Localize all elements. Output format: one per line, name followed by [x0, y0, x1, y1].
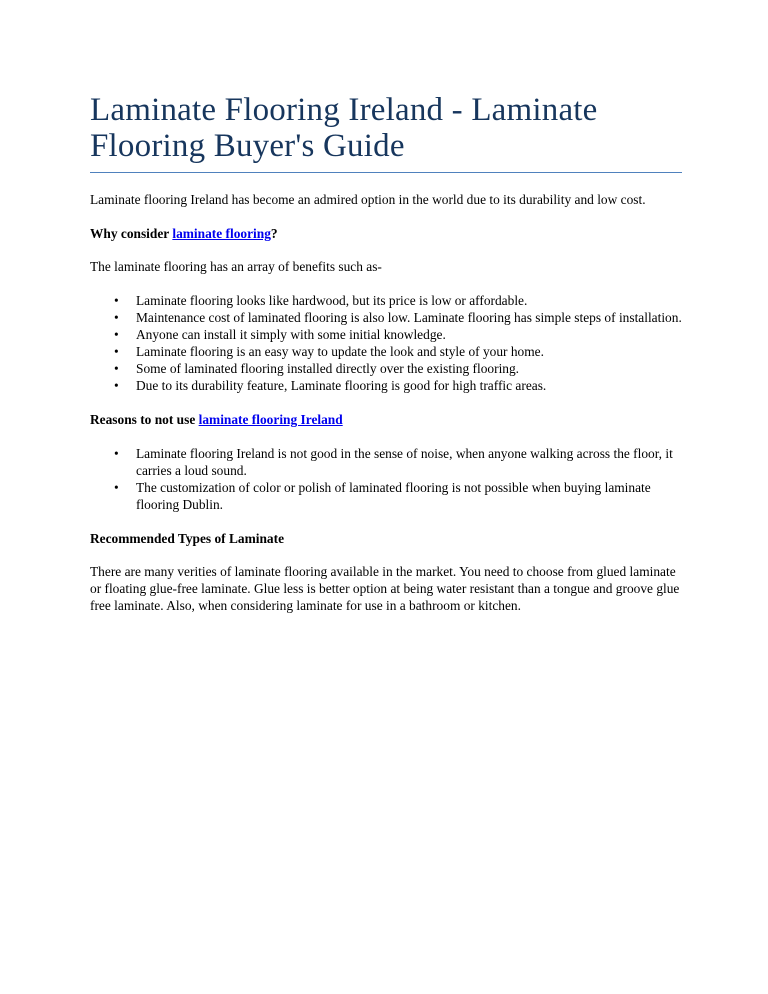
intro-paragraph: Laminate flooring Ireland has become an admired option in the world due to its durability and low cost. — [90, 192, 646, 207]
types-heading: Recommended Types of Laminate — [90, 531, 285, 546]
bullet-icon: • — [114, 446, 119, 461]
why-heading-text: Why consider — [90, 226, 173, 241]
laminate-flooring-ireland-link[interactable]: laminate flooring Ireland — [198, 412, 343, 427]
types-paragraph: There are many verities of laminate flooring available in the market. You need to choose from glued laminate or floating glue-free laminate. Glue less is better option at being water resistant than a tongue and groove glue free laminate. Also, when considering laminate for use in a bathroom or kitchen. — [90, 564, 680, 613]
bullet-icon: • — [114, 310, 119, 325]
bullet-icon: • — [114, 293, 119, 308]
bullet-icon: • — [114, 327, 119, 342]
list-item — [90, 479, 682, 513]
list-item — [90, 292, 682, 309]
reasons-heading — [90, 411, 682, 428]
list-item-text: Laminate flooring is an easy way to update the look and style of your home. — [136, 344, 544, 359]
list-item-text: Anyone can install it simply with some initial knowledge. — [136, 327, 446, 342]
list-item-text: Laminate flooring looks like hardwood, but its price is low or affordable. — [136, 293, 528, 308]
benefits-intro: The laminate flooring has an array of benefits such as- — [90, 259, 382, 274]
bullet-icon: • — [114, 361, 119, 376]
list-item — [90, 377, 682, 394]
list-item-text: Due to its durability feature, Laminate flooring is good for high traffic areas. — [136, 378, 547, 393]
list-item — [90, 343, 682, 360]
list-item-text: The customization of color or polish of laminated flooring is not possible when buying laminate flooring Dublin. — [136, 480, 651, 512]
bullet-icon: • — [114, 378, 119, 393]
list-item — [90, 326, 682, 343]
list-item — [90, 445, 682, 479]
bullet-icon: • — [114, 344, 119, 359]
list-item-text: Some of laminated flooring installed directly over the existing flooring. — [136, 361, 520, 376]
laminate-flooring-link[interactable]: laminate flooring — [172, 226, 271, 241]
list-item — [90, 309, 682, 326]
document-page — [90, 92, 682, 614]
list-item-text: Maintenance cost of laminated flooring is also low. Laminate flooring has simple steps of installation. — [136, 310, 682, 325]
document-title: Laminate Flooring Ireland - Laminate Flooring Buyer's Guide — [90, 92, 682, 173]
why-heading — [90, 225, 682, 242]
bullet-icon: • — [114, 480, 119, 495]
list-item-text: Laminate flooring Ireland is not good in the sense of noise, when anyone walking across the floor, it carries a loud sound. — [136, 446, 673, 478]
drawbacks-list — [90, 445, 682, 513]
benefits-list — [90, 292, 682, 394]
reasons-heading-text: Reasons to not use — [90, 412, 199, 427]
why-heading-suffix: ? — [270, 226, 278, 241]
list-item — [90, 360, 682, 377]
